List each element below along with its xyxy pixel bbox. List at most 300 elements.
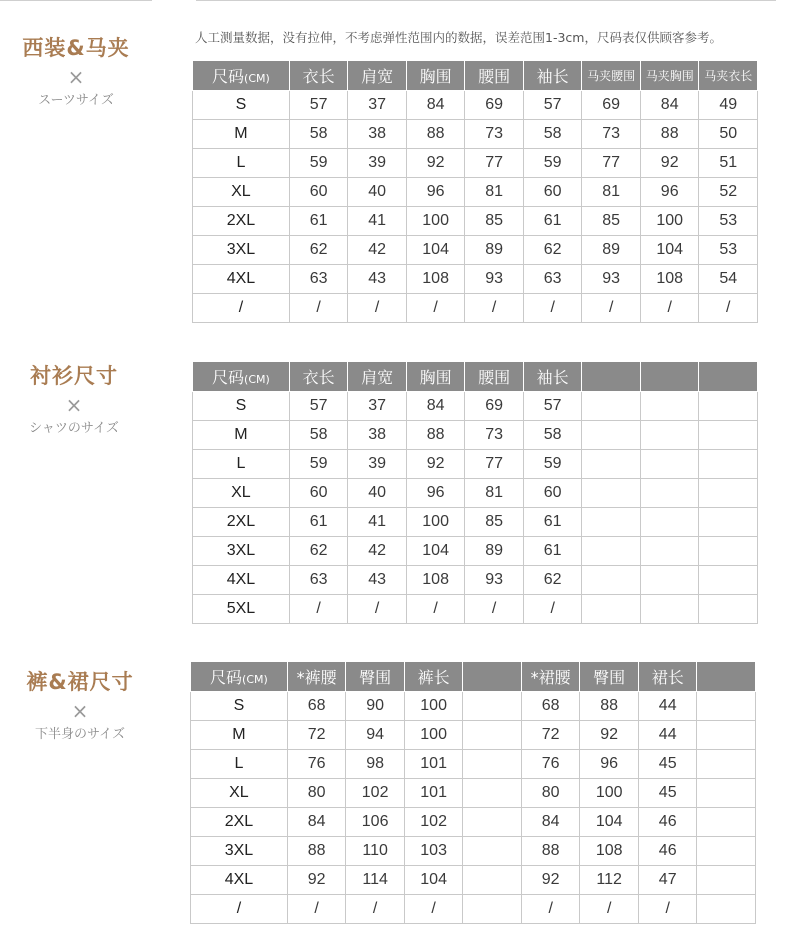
value-cell: 80 <box>287 779 346 808</box>
header-label: *裙腰 <box>530 668 571 687</box>
value-cell <box>699 508 758 537</box>
table-row <box>193 392 758 421</box>
header-label: 衣长 <box>302 67 335 86</box>
header-label: 臀围 <box>359 668 392 687</box>
value-cell <box>640 537 699 566</box>
value-cell: 76 <box>521 750 580 779</box>
value-cell <box>699 450 758 479</box>
value-cell <box>463 750 522 779</box>
table-row <box>191 750 756 779</box>
value-cell <box>582 566 641 595</box>
table-row <box>193 450 758 479</box>
header-cell <box>404 662 463 692</box>
value-cell: 69 <box>465 392 524 421</box>
value-cell: 108 <box>406 265 465 294</box>
value-cell: 77 <box>582 149 641 178</box>
value-cell: 62 <box>289 537 348 566</box>
value-cell: 88 <box>406 421 465 450</box>
value-cell: 100 <box>406 207 465 236</box>
section-label-suits <box>0 32 166 108</box>
value-cell: 59 <box>523 149 582 178</box>
value-cell <box>697 895 756 924</box>
value-cell: 61 <box>289 508 348 537</box>
size-cell: 3XL <box>193 537 290 566</box>
section-label-shirts <box>0 360 164 436</box>
table-row <box>191 837 756 866</box>
value-cell: 68 <box>287 692 346 721</box>
value-cell: / <box>580 895 639 924</box>
value-cell: 85 <box>582 207 641 236</box>
value-cell: 43 <box>348 566 407 595</box>
header-label: 袖长 <box>536 368 569 387</box>
value-cell: 108 <box>406 566 465 595</box>
value-cell: 93 <box>582 265 641 294</box>
header-cell <box>699 61 758 91</box>
table-row <box>193 265 758 294</box>
value-cell: / <box>582 294 641 323</box>
value-cell: 44 <box>638 721 697 750</box>
size-cell: 4XL <box>193 566 290 595</box>
value-cell: 38 <box>348 120 407 149</box>
value-cell: 98 <box>346 750 405 779</box>
value-cell <box>640 479 699 508</box>
value-cell: 81 <box>465 178 524 207</box>
value-cell: 89 <box>465 236 524 265</box>
section-title: 衬衫尺寸 <box>30 364 118 388</box>
header-label: 腰围 <box>478 67 511 86</box>
header-label: 肩宽 <box>361 368 394 387</box>
table-row <box>191 895 756 924</box>
value-cell: 84 <box>521 808 580 837</box>
value-cell: 39 <box>348 450 407 479</box>
value-cell: 84 <box>640 91 699 120</box>
size-cell: S <box>193 91 290 120</box>
header-cell <box>193 61 290 91</box>
header-label: *裤腰 <box>296 668 337 687</box>
value-cell: 89 <box>465 537 524 566</box>
value-cell: 93 <box>465 566 524 595</box>
value-cell: / <box>638 895 697 924</box>
value-cell: 57 <box>289 91 348 120</box>
header-cell <box>348 362 407 392</box>
measurement-note: 人工测量数据，没有拉伸，不考虑弹性范围内的数据，误差范围1-3cm，尺码表仅供顾客参考。 <box>195 30 722 45</box>
value-cell: 88 <box>406 120 465 149</box>
section-subtitle: シャツのサイズ <box>29 421 119 436</box>
value-cell: 69 <box>582 91 641 120</box>
table-header-row <box>193 362 758 392</box>
value-cell: 72 <box>287 721 346 750</box>
header-cell <box>582 362 641 392</box>
table-row <box>193 178 758 207</box>
header-cell <box>465 61 524 91</box>
value-cell: 60 <box>523 178 582 207</box>
section-subtitle: スーツサイズ <box>38 93 114 108</box>
value-cell: 47 <box>638 866 697 895</box>
value-cell: 58 <box>289 421 348 450</box>
value-cell: 58 <box>289 120 348 149</box>
value-cell: 80 <box>521 779 580 808</box>
value-cell: 58 <box>523 421 582 450</box>
value-cell <box>697 750 756 779</box>
value-cell: 37 <box>348 91 407 120</box>
value-cell: 62 <box>523 566 582 595</box>
value-cell: 58 <box>523 120 582 149</box>
size-cell: S <box>193 392 290 421</box>
times-icon: × <box>71 699 89 723</box>
header-cell <box>523 362 582 392</box>
value-cell: / <box>640 294 699 323</box>
times-icon: × <box>65 393 83 417</box>
header-cell <box>406 362 465 392</box>
section-label-bottoms <box>0 666 170 742</box>
header-label: 肩宽 <box>361 67 394 86</box>
table-row <box>193 479 758 508</box>
value-cell: 84 <box>406 91 465 120</box>
size-cell: 4XL <box>193 265 290 294</box>
value-cell: 100 <box>580 779 639 808</box>
value-cell: 88 <box>287 837 346 866</box>
value-cell: 100 <box>406 508 465 537</box>
value-cell <box>582 421 641 450</box>
value-cell: / <box>523 595 582 624</box>
value-cell: 104 <box>406 236 465 265</box>
size-cell: 2XL <box>193 508 290 537</box>
header-label: 袖长 <box>536 67 569 86</box>
value-cell: 45 <box>638 779 697 808</box>
header-label: 尺码 <box>212 67 245 86</box>
header-label: 裙长 <box>651 668 684 687</box>
header-label: 尺码 <box>210 668 243 687</box>
value-cell: 84 <box>406 392 465 421</box>
table-row <box>193 207 758 236</box>
value-cell <box>463 866 522 895</box>
value-cell: 61 <box>523 508 582 537</box>
value-cell: 44 <box>638 692 697 721</box>
value-cell: 42 <box>348 236 407 265</box>
value-cell: 72 <box>521 721 580 750</box>
times-icon: × <box>67 65 85 89</box>
value-cell: 76 <box>287 750 346 779</box>
value-cell: 69 <box>465 91 524 120</box>
value-cell: 40 <box>348 479 407 508</box>
table-row <box>193 120 758 149</box>
size-cell: XL <box>191 779 288 808</box>
value-cell <box>697 808 756 837</box>
value-cell <box>699 595 758 624</box>
value-cell: 42 <box>348 537 407 566</box>
header-cell <box>463 662 522 692</box>
value-cell <box>463 837 522 866</box>
value-cell: 57 <box>523 91 582 120</box>
header-cell <box>406 61 465 91</box>
value-cell: 63 <box>523 265 582 294</box>
size-cell: 2XL <box>193 207 290 236</box>
value-cell <box>697 721 756 750</box>
value-cell: 50 <box>699 120 758 149</box>
size-cell: / <box>193 294 290 323</box>
header-label: 胸围 <box>419 368 452 387</box>
size-cell: XL <box>193 178 290 207</box>
value-cell: 88 <box>580 692 639 721</box>
value-cell: 81 <box>465 479 524 508</box>
value-cell: 88 <box>521 837 580 866</box>
header-cell <box>346 662 405 692</box>
value-cell: 54 <box>699 265 758 294</box>
value-cell: 96 <box>406 479 465 508</box>
size-cell: M <box>193 120 290 149</box>
value-cell: 63 <box>289 566 348 595</box>
table-row <box>191 721 756 750</box>
value-cell <box>697 837 756 866</box>
size-cell: M <box>191 721 288 750</box>
value-cell: 93 <box>465 265 524 294</box>
size-cell: 5XL <box>193 595 290 624</box>
size-cell: 2XL <box>191 808 288 837</box>
top-divider-right <box>196 0 776 1</box>
value-cell: 59 <box>289 149 348 178</box>
value-cell <box>582 450 641 479</box>
value-cell: 46 <box>638 808 697 837</box>
table-row <box>191 692 756 721</box>
header-cell <box>348 61 407 91</box>
value-cell: 57 <box>289 392 348 421</box>
value-cell: 73 <box>465 421 524 450</box>
value-cell <box>699 479 758 508</box>
value-cell <box>699 392 758 421</box>
value-cell: 112 <box>580 866 639 895</box>
value-cell: 92 <box>406 149 465 178</box>
table-row <box>193 508 758 537</box>
value-cell: 68 <box>521 692 580 721</box>
size-cell: L <box>191 750 288 779</box>
size-cell: XL <box>193 479 290 508</box>
value-cell <box>699 421 758 450</box>
value-cell: 102 <box>404 808 463 837</box>
value-cell: 81 <box>582 178 641 207</box>
header-unit: (CM) <box>244 72 270 85</box>
size-table-suits <box>192 60 758 323</box>
value-cell: / <box>404 895 463 924</box>
value-cell: 96 <box>580 750 639 779</box>
value-cell: 106 <box>346 808 405 837</box>
value-cell <box>582 537 641 566</box>
value-cell: 77 <box>465 149 524 178</box>
value-cell: 104 <box>406 537 465 566</box>
value-cell: 46 <box>638 837 697 866</box>
value-cell: 40 <box>348 178 407 207</box>
value-cell <box>582 392 641 421</box>
value-cell: 85 <box>465 508 524 537</box>
header-unit: (CM) <box>242 673 268 686</box>
value-cell: 73 <box>465 120 524 149</box>
value-cell: 92 <box>640 149 699 178</box>
value-cell <box>463 808 522 837</box>
value-cell: 59 <box>289 450 348 479</box>
value-cell: 114 <box>346 866 405 895</box>
value-cell: 104 <box>640 236 699 265</box>
header-label: 尺码 <box>212 368 245 387</box>
header-label: 马夹胸围 <box>645 69 694 83</box>
header-label: 腰围 <box>478 368 511 387</box>
value-cell: 104 <box>404 866 463 895</box>
header-cell <box>191 662 288 692</box>
header-cell <box>640 61 699 91</box>
value-cell <box>640 508 699 537</box>
value-cell: / <box>699 294 758 323</box>
table-header-row <box>193 61 758 91</box>
value-cell: / <box>348 595 407 624</box>
header-label: 胸围 <box>419 67 452 86</box>
table-row <box>193 595 758 624</box>
value-cell: 43 <box>348 265 407 294</box>
value-cell: 100 <box>404 721 463 750</box>
value-cell: / <box>346 895 405 924</box>
value-cell <box>640 421 699 450</box>
header-cell <box>289 61 348 91</box>
top-divider-left <box>0 0 152 1</box>
value-cell: 38 <box>348 421 407 450</box>
value-cell <box>463 692 522 721</box>
value-cell: 61 <box>523 207 582 236</box>
value-cell: 88 <box>640 120 699 149</box>
value-cell: 92 <box>406 450 465 479</box>
table-row <box>193 236 758 265</box>
value-cell: 60 <box>289 479 348 508</box>
value-cell: 92 <box>580 721 639 750</box>
table-row <box>191 808 756 837</box>
header-cell <box>638 662 697 692</box>
value-cell: 94 <box>346 721 405 750</box>
value-cell <box>697 866 756 895</box>
header-label: 马夹腰围 <box>587 69 636 83</box>
value-cell: 39 <box>348 149 407 178</box>
value-cell: / <box>289 294 348 323</box>
value-cell: 108 <box>640 265 699 294</box>
value-cell: 51 <box>699 149 758 178</box>
value-cell: 92 <box>521 866 580 895</box>
table-row <box>193 91 758 120</box>
value-cell <box>582 595 641 624</box>
header-cell <box>640 362 699 392</box>
header-cell <box>289 362 348 392</box>
value-cell: 59 <box>523 450 582 479</box>
value-cell: 61 <box>523 537 582 566</box>
table-row <box>193 421 758 450</box>
value-cell <box>699 537 758 566</box>
value-cell: 37 <box>348 392 407 421</box>
value-cell: 90 <box>346 692 405 721</box>
value-cell: 92 <box>287 866 346 895</box>
value-cell <box>463 779 522 808</box>
value-cell <box>582 508 641 537</box>
value-cell: / <box>406 595 465 624</box>
header-label: 裤长 <box>417 668 450 687</box>
value-cell: 96 <box>406 178 465 207</box>
value-cell: 52 <box>699 178 758 207</box>
value-cell: 104 <box>580 808 639 837</box>
value-cell: / <box>465 294 524 323</box>
value-cell: 53 <box>699 236 758 265</box>
value-cell: 101 <box>404 750 463 779</box>
table-header-row <box>191 662 756 692</box>
header-label: 臀围 <box>593 668 626 687</box>
value-cell: 57 <box>523 392 582 421</box>
value-cell <box>699 566 758 595</box>
value-cell: 102 <box>346 779 405 808</box>
value-cell: / <box>406 294 465 323</box>
value-cell <box>697 779 756 808</box>
header-cell <box>699 362 758 392</box>
value-cell: 85 <box>465 207 524 236</box>
header-cell <box>697 662 756 692</box>
value-cell <box>640 595 699 624</box>
value-cell: 100 <box>404 692 463 721</box>
value-cell <box>463 895 522 924</box>
size-cell: L <box>193 149 290 178</box>
table-row <box>191 866 756 895</box>
size-table-bottoms <box>190 661 756 924</box>
section-title: 西装&马夹 <box>22 36 130 60</box>
header-cell <box>193 362 290 392</box>
value-cell: 100 <box>640 207 699 236</box>
value-cell: 62 <box>289 236 348 265</box>
size-table-shirts <box>192 361 758 624</box>
value-cell: / <box>289 595 348 624</box>
table-row <box>191 779 756 808</box>
size-cell: / <box>191 895 288 924</box>
size-cell: 4XL <box>191 866 288 895</box>
header-label: 衣长 <box>302 368 335 387</box>
header-label: 马夹衣长 <box>704 69 753 83</box>
value-cell: / <box>523 294 582 323</box>
value-cell: 110 <box>346 837 405 866</box>
value-cell: 53 <box>699 207 758 236</box>
value-cell: / <box>287 895 346 924</box>
size-cell: 3XL <box>191 837 288 866</box>
section-title: 裤&裙尺寸 <box>26 670 134 694</box>
size-cell: 3XL <box>193 236 290 265</box>
value-cell: 49 <box>699 91 758 120</box>
value-cell <box>640 566 699 595</box>
header-cell <box>521 662 580 692</box>
value-cell: 45 <box>638 750 697 779</box>
table-row <box>193 149 758 178</box>
size-cell: S <box>191 692 288 721</box>
value-cell: 89 <box>582 236 641 265</box>
value-cell: 101 <box>404 779 463 808</box>
size-cell: L <box>193 450 290 479</box>
value-cell: 108 <box>580 837 639 866</box>
value-cell: 61 <box>289 207 348 236</box>
value-cell <box>640 450 699 479</box>
value-cell: 41 <box>348 508 407 537</box>
value-cell <box>582 479 641 508</box>
value-cell: 73 <box>582 120 641 149</box>
value-cell <box>697 692 756 721</box>
value-cell: 103 <box>404 837 463 866</box>
value-cell: 96 <box>640 178 699 207</box>
header-unit: (CM) <box>244 373 270 386</box>
table-row <box>193 294 758 323</box>
header-cell <box>523 61 582 91</box>
value-cell: 60 <box>289 178 348 207</box>
value-cell <box>463 721 522 750</box>
header-cell <box>465 362 524 392</box>
value-cell: 60 <box>523 479 582 508</box>
value-cell: / <box>348 294 407 323</box>
table-row <box>193 566 758 595</box>
value-cell: 41 <box>348 207 407 236</box>
